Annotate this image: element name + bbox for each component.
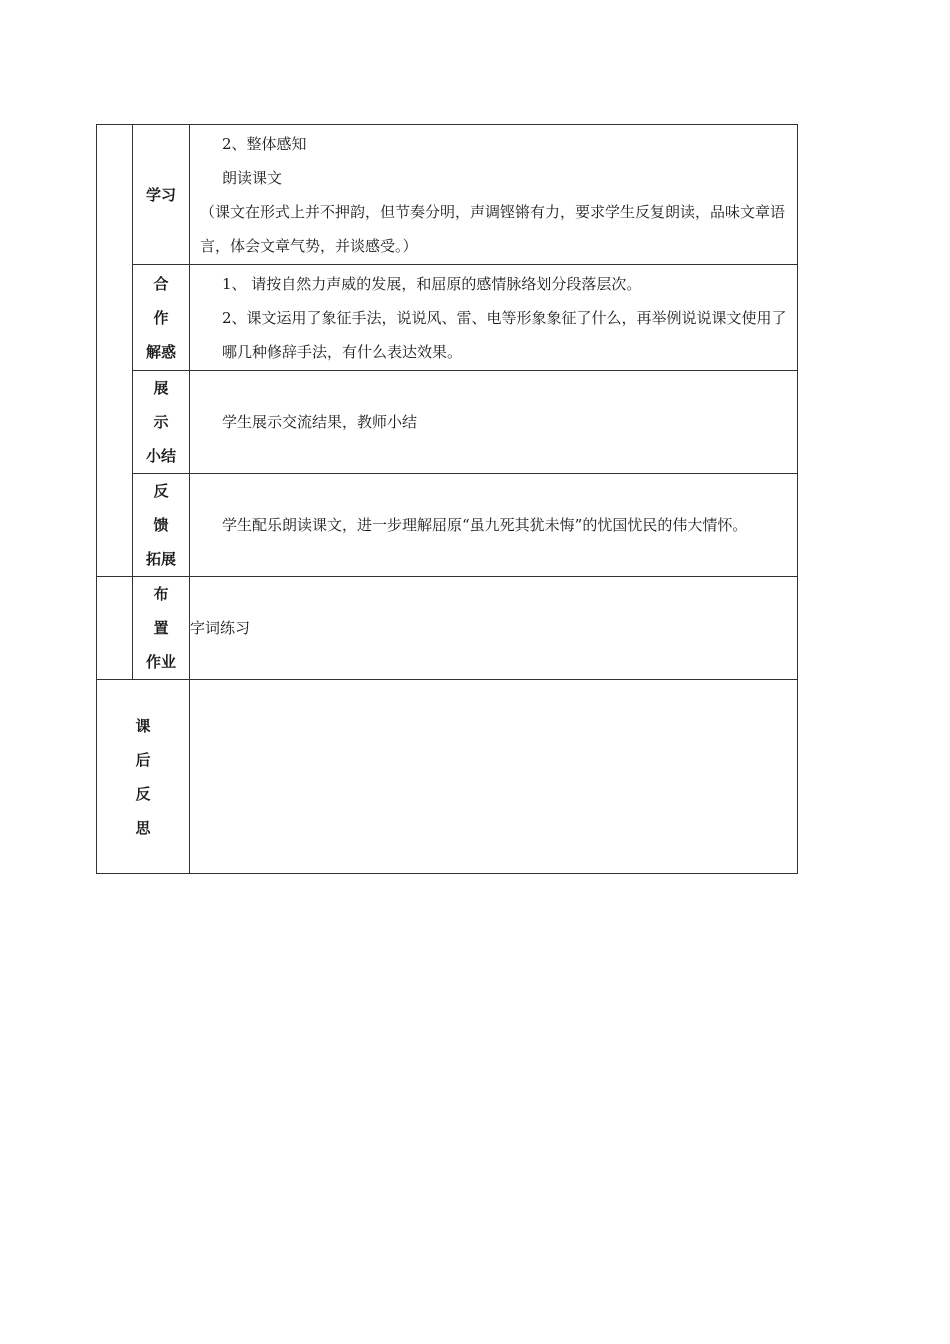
row-label-line: 合 作 [153, 274, 175, 327]
table-row-feedback [97, 474, 798, 577]
row-content-feedback [190, 474, 798, 577]
row-label-line: 反 馈 [153, 482, 175, 534]
content-paragraph: 2、课文运用了象征手法，说说风、雷、电等形象象征了什么，再举例说说课文使用了哪几种修辞手法，有什么表达效果。 [222, 308, 787, 361]
row-content-show [190, 371, 798, 474]
row-label-cooperate [133, 265, 190, 371]
table-row-homework [97, 577, 798, 680]
content-paragraph: 字词练习 [190, 619, 251, 637]
row-label-homework [133, 577, 190, 680]
row-label-line: 作业 [145, 653, 176, 671]
reflection-label-char: 反 [135, 784, 151, 803]
row-label-line: 学习 [145, 185, 176, 204]
reflection-label-char: 思 [135, 818, 151, 837]
reflection-label [97, 680, 190, 874]
row-label-line: 展 示 [153, 379, 175, 431]
row-label-line: 小结 [145, 447, 176, 465]
outer-blank-cell [97, 125, 133, 577]
reflection-label-char: 后 [135, 750, 151, 769]
row-content-study [190, 125, 798, 265]
row-label-line: 拓展 [145, 550, 176, 568]
reflection-label-char: 课 [135, 716, 151, 735]
row-content-homework [190, 577, 798, 680]
reflection-content [190, 680, 798, 874]
table-row-show [97, 371, 798, 474]
outer-blank-cell [97, 577, 133, 680]
lesson-plan-table [96, 124, 798, 874]
content-paragraph: 1、 请按自然力声威的发展，和屈原的感情脉络划分段落层次。 [222, 274, 642, 293]
content-paragraph: 学生配乐朗读课文，进一步理解屈原“虽九死其犹未悔”的忧国忧民的伟大情怀。 [222, 516, 748, 534]
table-row-reflection [97, 680, 798, 874]
table-row-study [97, 125, 798, 265]
row-label-line: 解惑 [145, 342, 176, 361]
content-paragraph: 2、整体感知 [222, 134, 307, 153]
content-paragraph: 朗读课文 [222, 168, 283, 187]
row-label-line: 布 置 [153, 585, 175, 637]
table-row-cooperate [97, 265, 798, 371]
content-paragraph: 学生展示交流结果，教师小结 [222, 413, 418, 431]
row-label-study [133, 125, 190, 265]
row-label-show [133, 371, 190, 474]
row-content-cooperate [190, 265, 798, 371]
content-paragraph: （课文在形式上并不押韵，但节奏分明，声调铿锵有力，要求学生反复朗读，品味文章语言，体会文章气势，并谈感受。） [200, 202, 786, 255]
row-label-feedback [133, 474, 190, 577]
